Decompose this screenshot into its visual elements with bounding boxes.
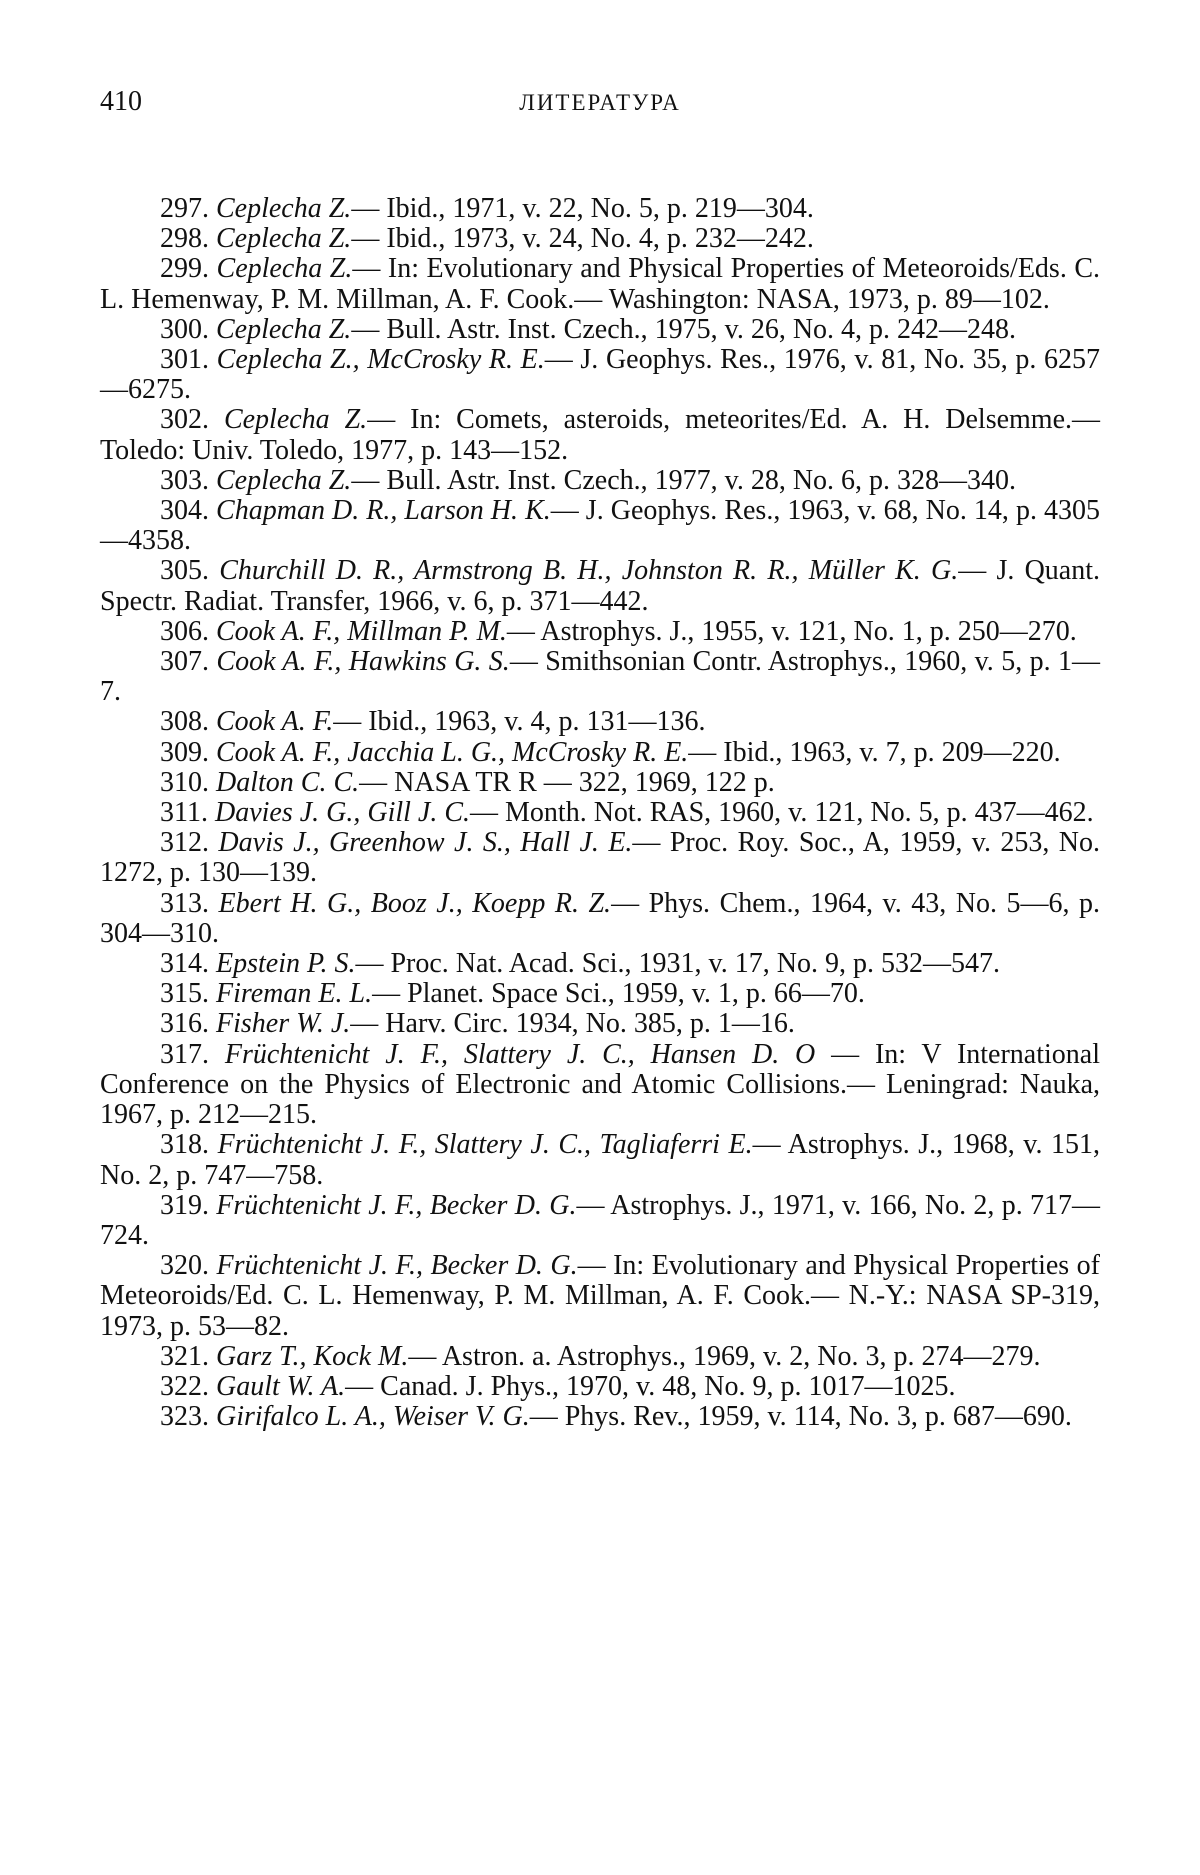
reference-entry bbox=[100, 707, 1100, 737]
reference-number: 322. bbox=[160, 1370, 209, 1402]
reference-citation: — Smithsonian Contr. Astrophys., 1960, v. 5, p. 1—7. bbox=[100, 646, 1100, 708]
reference-citation: — Astrophys. J., 1968, v. 151, No. 2, p. 747—758. bbox=[100, 1129, 1101, 1191]
reference-authors: Ceplecha Z. bbox=[223, 404, 368, 436]
reference-entry bbox=[100, 496, 1100, 556]
reference-entry bbox=[100, 949, 1100, 979]
reference-citation: — Astrophys. J., 1971, v. 166, No. 2, p. 717—724. bbox=[100, 1189, 1100, 1251]
reference-authors: Davies J. G., Gill J. C. bbox=[214, 797, 471, 829]
reference-entry bbox=[100, 1402, 1100, 1432]
reference-number: 310. bbox=[160, 766, 209, 798]
reference-number: 298. bbox=[160, 223, 209, 255]
reference-number: 315. bbox=[160, 978, 209, 1010]
reference-entry bbox=[100, 798, 1100, 828]
reference-citation: — J. Geophys. Res., 1963, v. 68, No. 14, p. 4305—4358. bbox=[100, 495, 1101, 557]
reference-number: 311. bbox=[160, 797, 208, 829]
page-number: 410 bbox=[100, 86, 142, 117]
reference-number: 319. bbox=[160, 1189, 209, 1221]
reference-citation: — Ibid., 1963, v. 4, p. 131—136. bbox=[333, 706, 706, 738]
reference-authors: Girifalco L. A., Weiser V. G. bbox=[216, 1401, 530, 1433]
reference-number: 297. bbox=[160, 193, 209, 224]
reference-entry bbox=[100, 254, 1100, 314]
reference-number: 312. bbox=[160, 827, 209, 859]
reference-authors: Cook A. F. bbox=[216, 706, 334, 738]
reference-citation: — Planet. Space Sci., 1959, v. 1, p. 66—70. bbox=[372, 978, 865, 1010]
reference-authors: Cook A. F., Jacchia L. G., McCrosky R. E. bbox=[216, 736, 689, 768]
reference-number: 309. bbox=[160, 736, 209, 768]
reference-number: 308. bbox=[160, 706, 209, 738]
reference-number: 320. bbox=[160, 1250, 209, 1282]
reference-number: 305. bbox=[160, 555, 209, 587]
reference-number: 302. bbox=[160, 404, 209, 436]
reference-entry bbox=[100, 1251, 1100, 1342]
running-title: ЛИТЕРАТУРА bbox=[519, 90, 681, 115]
reference-citation: — J. Quant. Spectr. Radiat. Transfer, 1966, v. 6, p. 371—442. bbox=[100, 555, 1100, 617]
page-header bbox=[100, 86, 1100, 126]
reference-authors: Epstein P. S. bbox=[216, 948, 356, 980]
reference-entry bbox=[100, 194, 1100, 224]
reference-entry bbox=[100, 738, 1100, 768]
reference-authors: Churchill D. R., Armstrong B. H., Johnston R. R., Müller K. G. bbox=[219, 555, 959, 587]
reference-entry bbox=[100, 466, 1100, 496]
reference-entry bbox=[100, 1009, 1100, 1039]
reference-citation: — Bull. Astr. Inst. Czech., 1977, v. 28, No. 6, p. 328—340. bbox=[351, 464, 1017, 496]
reference-citation: — Proc. Nat. Acad. Sci., 1931, v. 17, No. 9, p. 532—547. bbox=[355, 948, 1000, 980]
reference-authors: Fireman E. L. bbox=[216, 978, 373, 1010]
reference-citation: — Month. Not. RAS, 1960, v. 121, No. 5, p. 437—462. bbox=[470, 797, 1094, 829]
reference-authors: Ceplecha Z. bbox=[216, 193, 352, 224]
reference-authors: Früchtenicht J. F., Slattery J. C., Hansen D. O bbox=[224, 1038, 816, 1070]
reference-number: 306. bbox=[160, 615, 209, 647]
reference-authors: Früchtenicht J. F., Becker D. G. bbox=[216, 1250, 578, 1282]
reference-citation: — Phys. Rev., 1959, v. 114, No. 3, p. 687—690. bbox=[529, 1401, 1072, 1433]
reference-list bbox=[100, 194, 1100, 1432]
reference-entry bbox=[100, 979, 1100, 1009]
reference-citation: — Proc. Roy. Soc., A, 1959, v. 253, No. 1272, p. 130—139. bbox=[100, 827, 1100, 889]
reference-entry bbox=[100, 1342, 1100, 1372]
reference-citation: — In: Evolutionary and Physical Properties of Meteoroids/Eds. C. L. Hemenway, P. M. Millman, A. F. Cook.— Washington: NASA, 1973, p. 89—102. bbox=[100, 253, 1101, 315]
reference-authors: Ceplecha Z. bbox=[216, 313, 352, 345]
reference-entry bbox=[100, 889, 1100, 949]
reference-entry bbox=[100, 1130, 1100, 1190]
reference-number: 304. bbox=[160, 495, 209, 527]
reference-citation: — Ibid., 1963, v. 7, p. 209—220. bbox=[688, 736, 1061, 768]
reference-authors: Fisher W. J. bbox=[216, 1008, 351, 1040]
reference-citation: — In: V International Conference on the Physics of Electronic and Atomic Collisions.— Leningrad: Nauka, 1967, p. 212—215. bbox=[100, 1038, 1100, 1131]
reference-number: 313. bbox=[160, 887, 209, 919]
reference-entry bbox=[100, 828, 1100, 888]
reference-number: 316. bbox=[160, 1008, 209, 1040]
reference-authors: Ebert H. G., Booz J., Koepp R. Z. bbox=[218, 887, 612, 919]
reference-entry bbox=[100, 224, 1100, 254]
reference-authors: Cook A. F., Hawkins G. S. bbox=[216, 646, 510, 678]
reference-entry bbox=[100, 345, 1100, 405]
reference-authors: Früchtenicht J. F., Becker D. G. bbox=[216, 1189, 577, 1221]
reference-authors: Ceplecha Z., McCrosky R. E. bbox=[216, 344, 545, 376]
reference-authors: Davis J., Greenhow J. S., Hall J. E. bbox=[218, 827, 633, 859]
reference-authors: Garz T., Kock M. bbox=[216, 1340, 409, 1372]
reference-citation: — Canad. J. Phys., 1970, v. 48, No. 9, p. 1017—1025. bbox=[345, 1370, 956, 1402]
reference-number: 323. bbox=[160, 1401, 209, 1433]
reference-number: 301. bbox=[160, 344, 209, 376]
reference-number: 314. bbox=[160, 948, 209, 980]
reference-citation: — Astrophys. J., 1955, v. 121, No. 1, p. 250—270. bbox=[506, 615, 1077, 647]
reference-citation: — Ibid., 1971, v. 22, No. 5, p. 219—304. bbox=[351, 193, 814, 224]
reference-entry bbox=[100, 1040, 1100, 1131]
reference-citation: — Bull. Astr. Inst. Czech., 1975, v. 26, No. 4, p. 242—248. bbox=[351, 313, 1017, 345]
reference-citation: — In: Evolutionary and Physical Properties of Meteoroids/Ed. C. L. Hemenway, P. M. Millman, A. F. Cook.— N.-Y.: NASA SP-319, 1973, p. 53—82. bbox=[100, 1250, 1101, 1342]
reference-entry bbox=[100, 647, 1100, 707]
reference-entry bbox=[100, 1372, 1100, 1402]
reference-entry bbox=[100, 1191, 1100, 1251]
reference-number: 300. bbox=[160, 313, 209, 345]
reference-authors: Dalton C. C. bbox=[216, 766, 360, 798]
reference-number: 299. bbox=[160, 253, 209, 285]
reference-entry bbox=[100, 617, 1100, 647]
reference-authors: Ceplecha Z. bbox=[216, 223, 352, 255]
reference-citation: — J. Geophys. Res., 1976, v. 81, No. 35, p. 6257—6275. bbox=[100, 344, 1101, 406]
reference-authors: Ceplecha Z. bbox=[216, 253, 353, 285]
reference-entry bbox=[100, 315, 1100, 345]
reference-citation: — Astron. a. Astrophys., 1969, v. 2, No. 3, p. 274—279. bbox=[408, 1340, 1041, 1372]
reference-citation: — Phys. Chem., 1964, v. 43, No. 5—6, p. 304—310. bbox=[100, 887, 1101, 949]
reference-number: 303. bbox=[160, 464, 209, 496]
reference-authors: Gault W. A. bbox=[216, 1370, 346, 1402]
reference-authors: Cook A. F., Millman P. M. bbox=[216, 615, 507, 647]
reference-citation: — Ibid., 1973, v. 24, No. 4, p. 232—242. bbox=[351, 223, 814, 255]
reference-number: 321. bbox=[160, 1340, 209, 1372]
reference-citation: — In: Comets, asteroids, meteorites/Ed. A. H. Delsemme.— Toledo: Univ. Toledo, 1977, p. 143—152. bbox=[100, 404, 1101, 466]
reference-citation: — NASA TR R — 322, 1969, 122 p. bbox=[359, 766, 775, 798]
reference-authors: Ceplecha Z. bbox=[216, 464, 352, 496]
reference-number: 307. bbox=[160, 646, 209, 678]
reference-number: 317. bbox=[160, 1038, 209, 1070]
reference-entry bbox=[100, 768, 1100, 798]
reference-entry bbox=[100, 405, 1100, 465]
reference-authors: Chapman D. R., Larson H. K. bbox=[216, 495, 551, 527]
reference-entry bbox=[100, 556, 1100, 616]
reference-authors: Früchtenicht J. F., Slattery J. C., Tagliaferri E. bbox=[217, 1129, 753, 1161]
reference-citation: — Harv. Circ. 1934, No. 385, p. 1—16. bbox=[350, 1008, 795, 1040]
reference-number: 318. bbox=[160, 1129, 209, 1161]
